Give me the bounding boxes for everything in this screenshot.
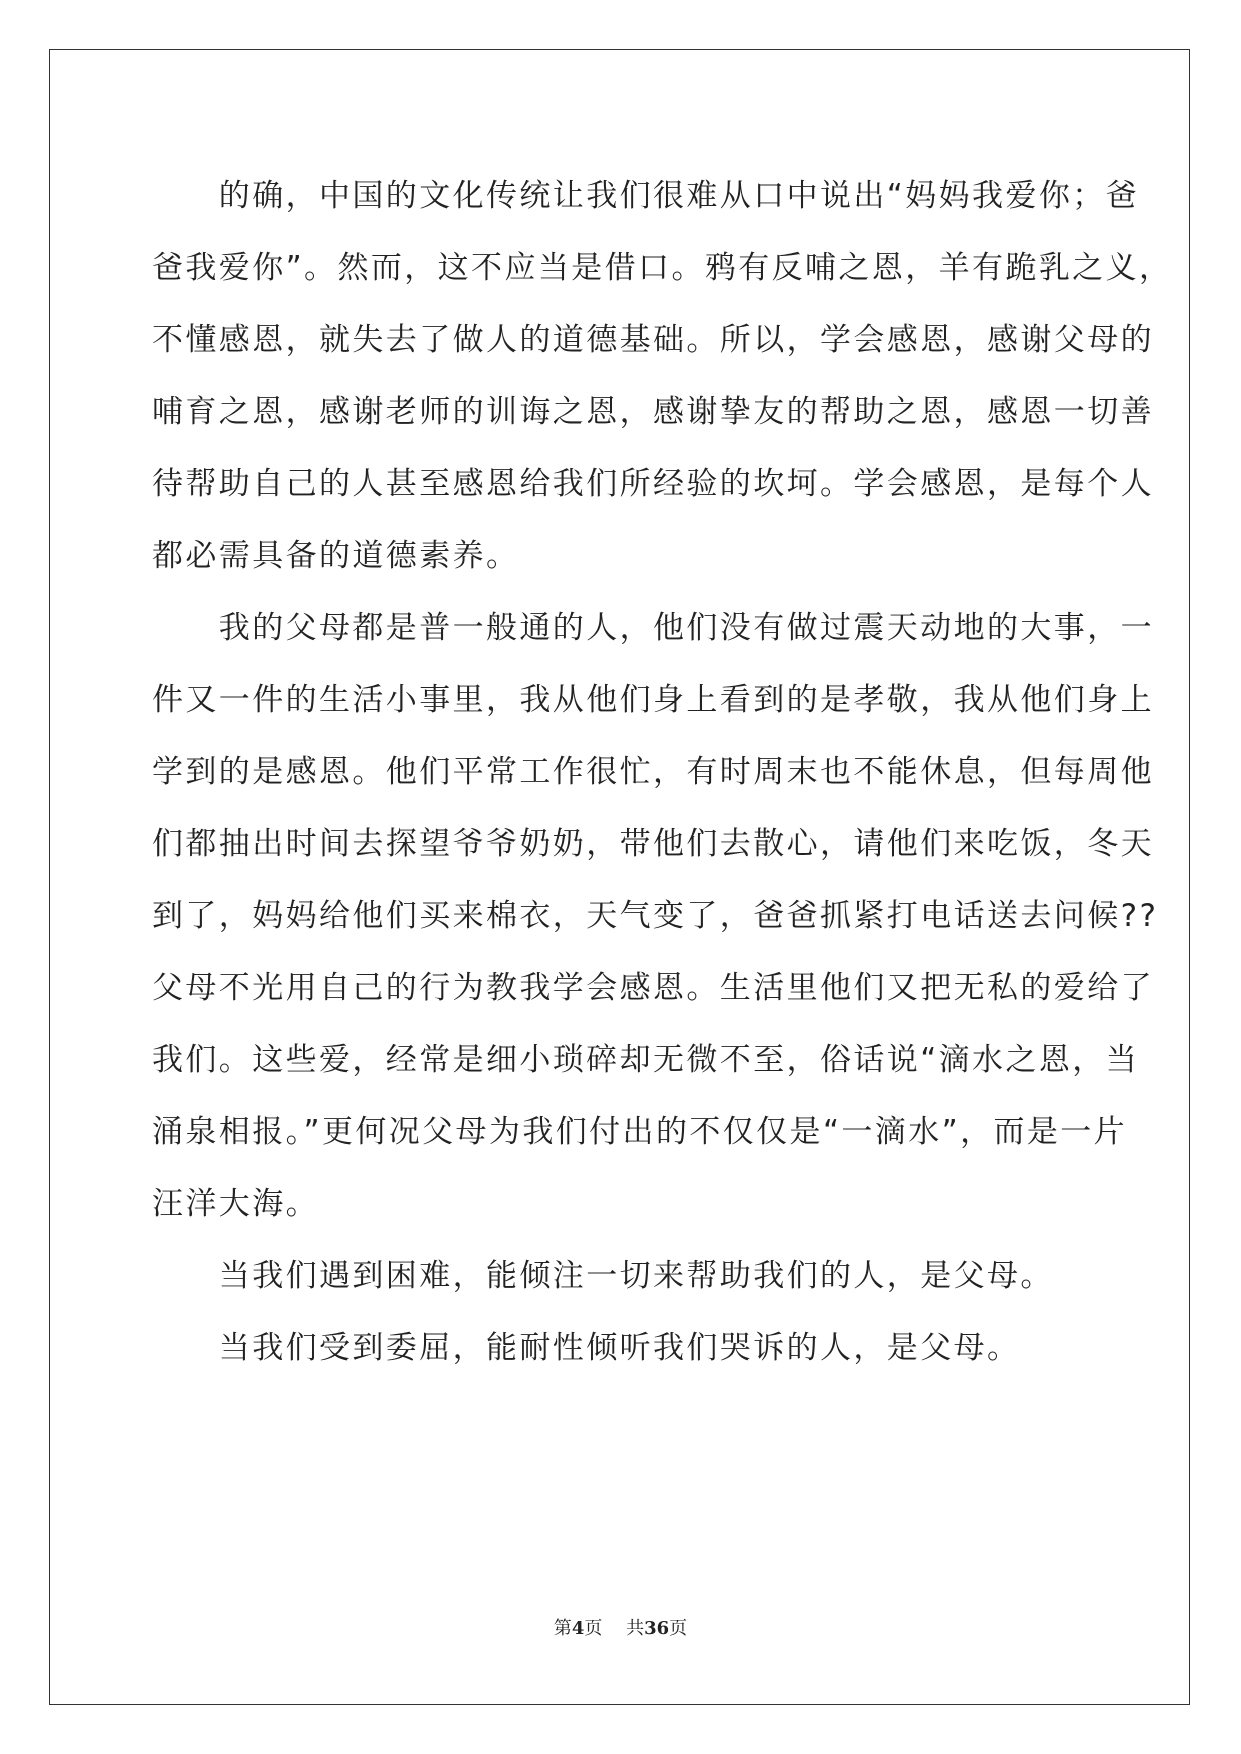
text-line: 当我们受到委屈，能耐性倾听我们哭诉的人，是父母。: [152, 1330, 1021, 1366]
text-line: 哺育之恩，感谢老师的训诲之恩，感谢挚友的帮助之恩，感恩一切善: [152, 394, 1154, 430]
page-footer: [0, 1614, 1241, 1640]
footer-page-suffix: 页 共: [584, 1618, 645, 1639]
text-line: 汪洋大海。: [152, 1186, 319, 1222]
footer-page-prefix: 第: [553, 1618, 572, 1639]
paragraph-2: [152, 592, 1159, 1240]
text-line: 我的父母都是普一般通的人，他们没有做过震天动地的大事，一: [152, 610, 1154, 646]
paragraph-4: [152, 1312, 1092, 1384]
total-pages: 36: [644, 1618, 670, 1639]
text-line: 爸我爱你”。然而，这不应当是借口。鸦有反哺之恩，羊有跪乳之义，: [152, 250, 1173, 286]
text-line: 父母不光用自己的行为教我学会感恩。生活里他们又把无私的爱给了: [152, 970, 1154, 1006]
paragraph-3: [152, 1240, 1092, 1312]
text-line: 待帮助自己的人甚至感恩给我们所经验的坎坷。学会感恩，是每个人: [152, 466, 1154, 502]
text-line: 们都抽出时间去探望爷爷奶奶，带他们去散心，请他们来吃饭，冬天: [152, 826, 1154, 862]
paragraph-1: [152, 160, 1173, 592]
text-line: 的确，中国的文化传统让我们很难从口中说出“妈妈我爱你；爸: [152, 178, 1140, 214]
document-body: [152, 160, 1173, 1384]
text-line: 件又一件的生活小事里，我从他们身上看到的是孝敬，我从他们身上: [152, 682, 1154, 718]
text-line: 当我们遇到困难，能倾注一切来帮助我们的人，是父母。: [152, 1258, 1054, 1294]
text-line: 不懂感恩，就失去了做人的道德基础。所以，学会感恩，感谢父母的: [152, 322, 1154, 358]
text-line: 我们。这些爱，经常是细小琐碎却无微不至，俗话说“滴水之恩，当: [152, 1042, 1140, 1078]
text-line: 涌泉相报。”更何况父母为我们付出的不仅仅是“一滴水”，而是一片: [152, 1114, 1128, 1150]
text-line: 都必需具备的道德素养。: [152, 538, 520, 574]
page-number: 4: [571, 1618, 585, 1639]
text-line: 到了，妈妈给他们买来棉衣，天气变了，爸爸抓紧打电话送去问候??: [152, 898, 1159, 934]
text-line: 学到的是感恩。他们平常工作很忙，有时周末也不能休息，但每周他: [152, 754, 1154, 790]
footer-total-suffix: 页: [669, 1618, 688, 1639]
